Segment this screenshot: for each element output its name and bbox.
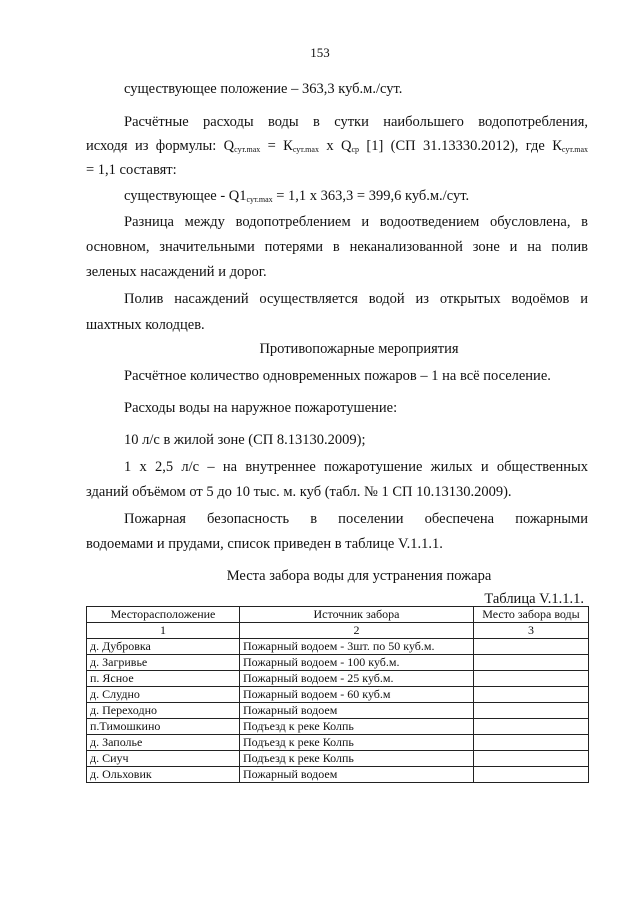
text-line-17: водоемами и прудами, список приведен в таблице V.1.1.1.	[86, 536, 443, 552]
text-line-3: исходя из формулы: $Q_{сут.max} = К_{сут.max}$ х $Q_{ср}$ [1] (СП 31.13330.2012), где $К_{сут.max}$	[86, 138, 589, 154]
text-line-4: = 1,1 составят:	[86, 162, 177, 178]
section-heading: Противопожарные мероприятия	[259, 341, 459, 357]
table-row: д. Переходно Пожарный водоем	[87, 703, 589, 719]
text-line-7: основном, значительными потерями в неканализованной зоне и на полив	[86, 239, 588, 255]
table-row: д. Дубровка Пожарный водоем - 3шт. по 50 куб.м.	[87, 639, 589, 655]
table-row: п.Тимошкино Подъезд к реке Колпь	[87, 719, 589, 735]
header-intake: Место забора воды	[474, 607, 589, 623]
text-line-5: существующее - $Q1_{сут.max} = 1,1$ х 363,3 = 399,6 куб.м./сут.	[124, 188, 470, 204]
table-header-row	[87, 607, 589, 623]
water-sources-table	[86, 606, 589, 783]
text-line-14: 1 х 2,5 л/с – на внутреннее пожаротушение жилых и общественных	[124, 459, 588, 475]
text-line-9: Полив насаждений осуществляется водой из открытых водоёмов и	[124, 291, 588, 307]
table-row: д. Слудно Пожарный водоем - 60 куб.м	[87, 687, 589, 703]
table-row: д. Заполье Подъезд к реке Колпь	[87, 735, 589, 751]
text-line-10: шахтных колодцев.	[86, 317, 205, 333]
text-line-11: Расчётное количество одновременных пожаров – 1 на всё поселение.	[124, 368, 551, 384]
text-line-13: 10 л/с в жилой зоне (СП 8.13130.2009);	[124, 432, 366, 448]
text-line-12: Расходы воды на наружное пожаротушение:	[124, 400, 398, 416]
table-index-row: 1 2 3	[87, 623, 589, 639]
header-location: Месторасположение	[87, 607, 240, 623]
text-line-2: Расчётные расходы воды в сутки наибольшего водопотребления,	[124, 114, 588, 130]
table-row: д. Загривье Пожарный водоем - 100 куб.м.	[87, 655, 589, 671]
table-row: п. Ясное Пожарный водоем - 25 куб.м.	[87, 671, 589, 687]
text-line-1: существующее положение – 363,3 куб.м./сут.	[124, 81, 403, 97]
table-title: Места забора воды для устранения пожара	[226, 568, 492, 584]
text-line-8: зеленых насаждений и дорог.	[86, 264, 267, 280]
text-line-6: Разница между водопотреблением и водоотведением обусловлена, в	[124, 214, 588, 230]
table-row: д. Ольховик Пожарный водоем	[87, 767, 589, 783]
header-source: Источник забора	[240, 607, 474, 623]
text-line-16: Пожарная безопасность в поселении обеспечена пожарными	[124, 511, 588, 527]
page-number: 153	[310, 45, 330, 60]
table-number: Таблица V.1.1.1.	[484, 591, 584, 607]
table-row: д. Сиуч Подъезд к реке Колпь	[87, 751, 589, 767]
text-line-15: зданий объёмом от 5 до 10 тыс. м. куб (табл. № 1 СП 10.13130.2009).	[86, 484, 512, 500]
